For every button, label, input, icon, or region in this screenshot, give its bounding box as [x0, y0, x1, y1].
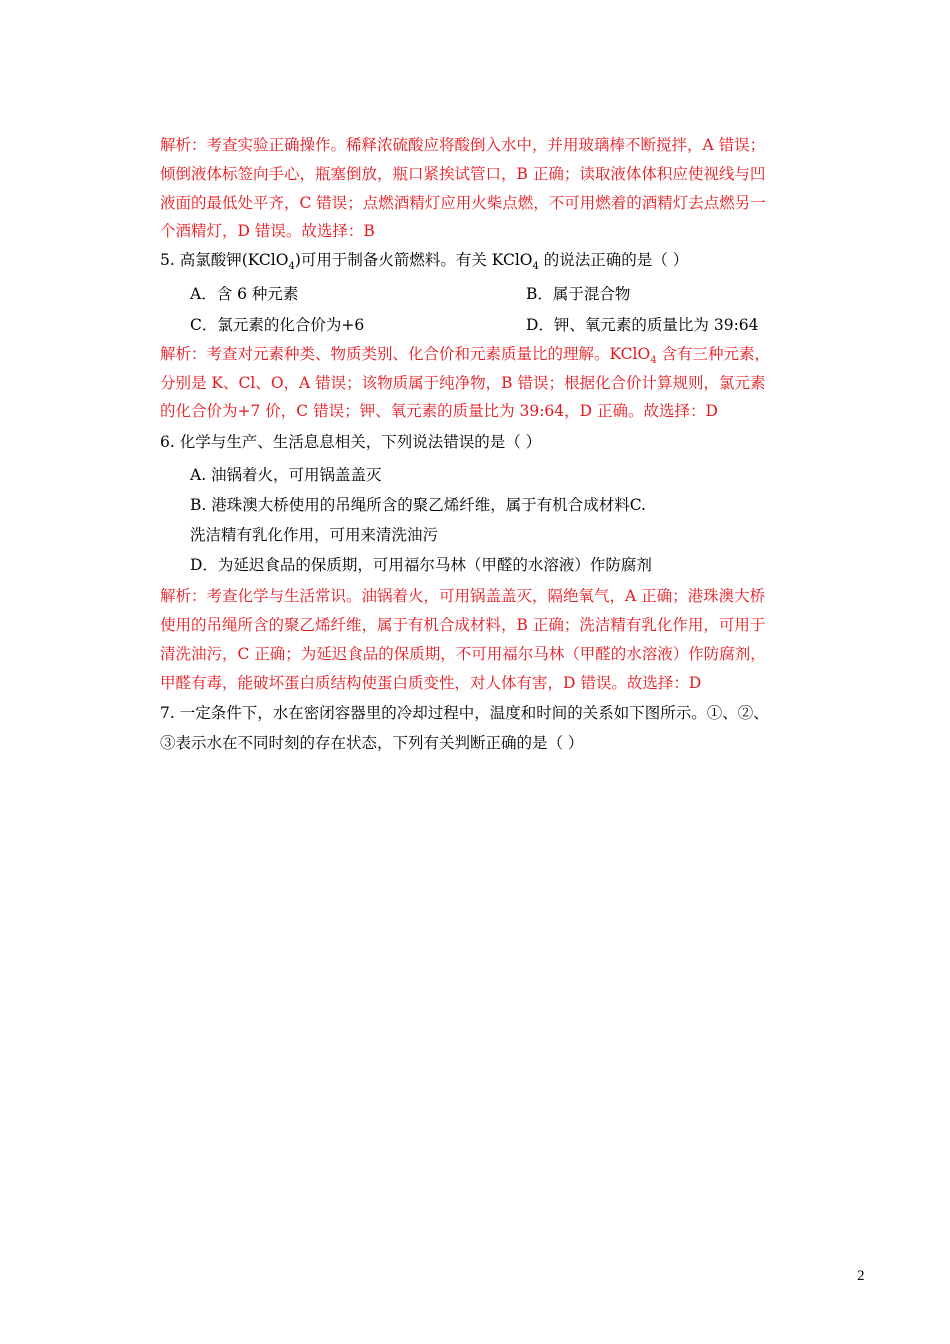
- q5-analysis-line-2: 分别是 K、Cl、O，A 错误；该物质属于纯净物，B 错误；根据化合价计算规则，氯元素: [160, 374, 766, 392]
- q4-analysis-line-3: 液面的最低处平齐，C 错误；点燃酒精灯应用火柴点燃，不可用燃着的酒精灯去点燃另一: [160, 194, 766, 212]
- q4-analysis-line-1: 解析：考查实验正确操作。稀释浓硫酸应将酸倒入水中，并用玻璃棒不断搅拌，A 错误；: [160, 136, 766, 154]
- q5-stem-post: 的说法正确的是（ ）: [538, 251, 689, 269]
- q7-stem-line-1: 7. 一定条件下，水在密闭容器里的冷却过程中，温度和时间的关系如下图所示。①、②、: [160, 704, 769, 722]
- q5-stem-pre: 5. 高氯酸钾(KClO: [160, 251, 289, 269]
- q6-analysis-line-4: 甲醛有毒，能破坏蛋白质结构使蛋白质变性，对人体有害，D 错误。故选择：D: [160, 674, 702, 692]
- q5-sub-2: 4: [532, 261, 539, 273]
- q6-option-c: 洗洁精有乳化作用，可用来清洗油污: [190, 526, 439, 544]
- q5-stem: [160, 249, 688, 271]
- q6-stem: 6. 化学与生产、生活息息相关，下列说法错误的是（ ）: [160, 433, 542, 451]
- q6-option-a: A. 油锅着火，可用锅盖盖灭: [190, 466, 382, 484]
- page-number: 2: [857, 1268, 865, 1284]
- q5-analysis-line-1: [160, 343, 770, 365]
- q6-option-b: B. 港珠澳大桥使用的吊绳所含的聚乙烯纤维，属于有机合成材料C.: [190, 496, 646, 514]
- q7-stem-line-2: ③表示水在不同时刻的存在状态，下列有关判断正确的是（ ）: [160, 734, 584, 752]
- q5-stem-mid: )可用于制备火箭燃料。有关 KClO: [294, 251, 533, 269]
- q6-analysis-line-3: 清洗油污，C 正确；为延迟食品的保质期，不可用福尔马林（甲醛的水溶液）作防腐剂，: [160, 645, 766, 663]
- q5-option-b: B．属于混合物: [526, 285, 631, 303]
- q5-analysis-pre: 解析：考查对元素种类、物质类别、化合价和元素质量比的理解。KClO: [160, 345, 651, 363]
- q5-analysis-post: 含有三种元素，: [656, 345, 771, 363]
- q5-option-d: D．钾、氧元素的质量比为 39:64: [526, 316, 759, 334]
- q5-analysis-sub: 4: [650, 355, 657, 367]
- q5-option-c: C．氯元素的化合价为+6: [190, 316, 365, 334]
- q5-analysis-line-3: 的化合价为+7 价，C 错误；钾、氧元素的质量比为 39:64，D 正确。故选择：D: [160, 402, 718, 420]
- q5-sub-1: 4: [288, 261, 295, 273]
- q6-analysis-line-1: 解析：考查化学与生活常识。油锅着火，可用锅盖盖灭，隔绝氧气，A 正确；港珠澳大桥: [160, 587, 766, 605]
- q5-option-a: A．含 6 种元素: [190, 285, 299, 303]
- q4-analysis-line-2: 倾倒液体标签向手心，瓶塞倒放，瓶口紧挨试管口，B 正确；读取液体体积应使视线与凹: [160, 165, 766, 183]
- q4-analysis-line-4: 个酒精灯，D 错误。故选择：B: [160, 222, 375, 240]
- q6-option-d: D．为延迟食品的保质期，可用福尔马林（甲醛的水溶液）作防腐剂: [190, 556, 652, 574]
- q6-analysis-line-2: 使用的吊绳所含的聚乙烯纤维，属于有机合成材料，B 正确；洗洁精有乳化作用，可用于: [160, 616, 766, 634]
